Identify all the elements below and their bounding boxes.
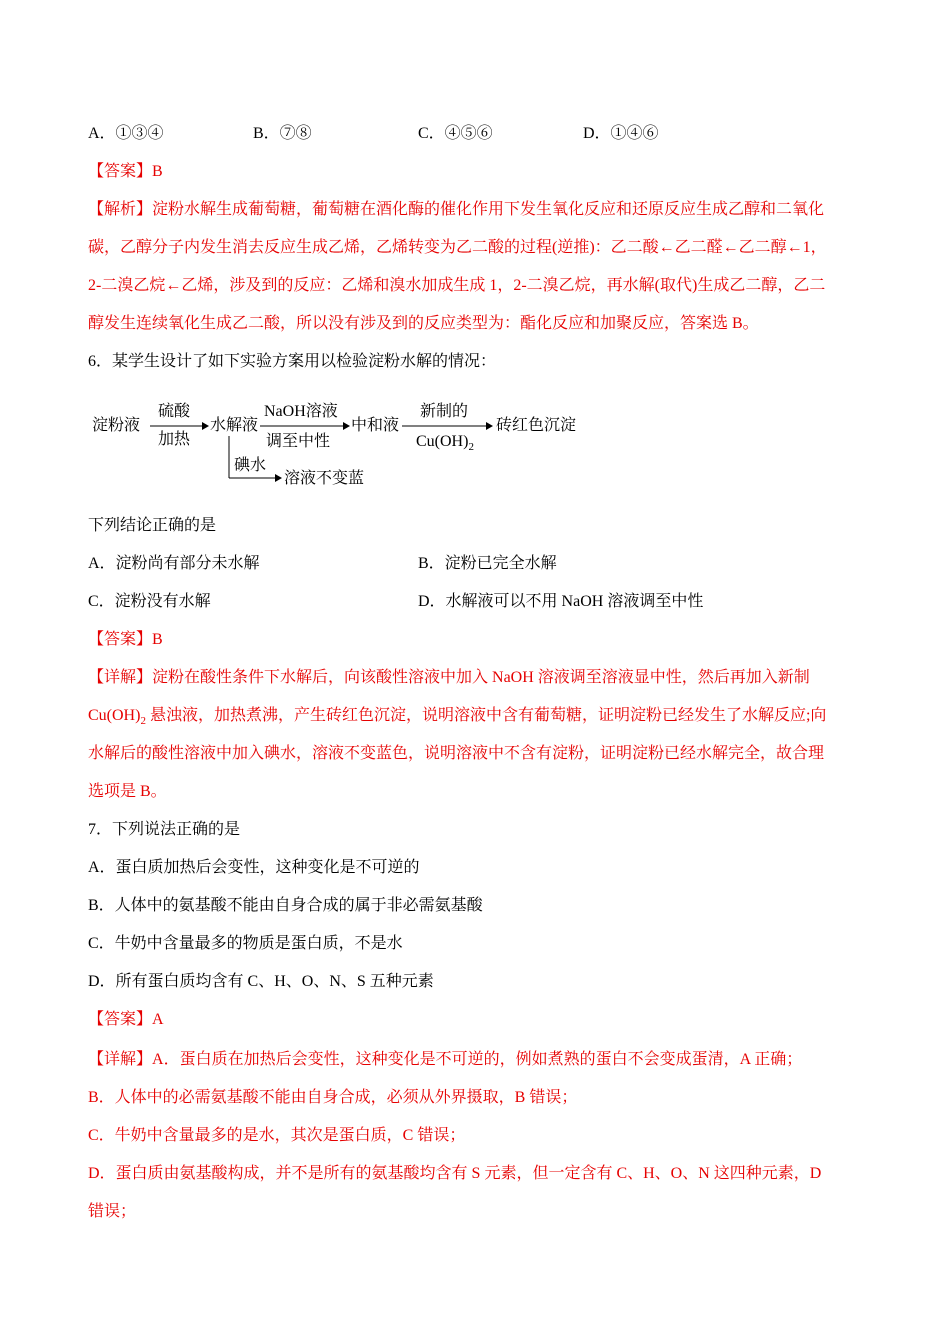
detail-formula: Cu(OH) [88, 707, 141, 724]
arrow-3-bottom-label [416, 433, 474, 453]
q6-stem: 6．某学生设计了如下实验方案用以检验淀粉水解的情况： [88, 353, 497, 370]
branch-arrow-head [275, 474, 282, 482]
arrow-3-head [486, 422, 493, 430]
q6-detail-line-1 [88, 668, 810, 688]
q7-option-c: C．牛奶中含量最多的物质是蛋白质，不是水 [88, 935, 403, 952]
q6-detail-line-4: 选项是 B。 [88, 783, 167, 800]
q5-analysis-line-3: 2-二溴乙烷←乙烯，涉及到的反应：乙烯和溴水加成生成 1，2-二溴乙烷，再水解(取代)生成乙二醇，乙二 [88, 277, 826, 294]
q6-option-d: D．水解液可以不用 NaOH 溶液调至中性 [418, 593, 704, 610]
q5-analysis-line-1 [88, 200, 824, 220]
q6-answer [88, 630, 163, 650]
q5-option-c: C．④⑤⑥ [418, 125, 493, 142]
detail-text: 淀粉在酸性条件下水解后，向该酸性溶液中加入 NaOH 溶液调至溶液显中性，然后再加入新制 [152, 669, 810, 686]
answer-tag: 【答案】 [88, 163, 153, 180]
answer-tag: 【答案】 [88, 631, 153, 648]
branch-label: 碘水 [234, 457, 267, 474]
q5-analysis-line-4: 醇发生连续氧化生成乙二酸，所以没有涉及到的反应类型为：酯化反应和加聚反应，答案选 B。 [88, 315, 759, 332]
q6-option-c: C．淀粉没有水解 [88, 593, 211, 610]
detail-text: 悬浊液，加热煮沸，产生砖红色沉淀，说明溶液中含有葡萄糖，证明淀粉已经发生了水解反应;向 [145, 707, 827, 724]
diagram-mid-1: 水解液 [210, 417, 259, 434]
q7-option-d: D．所有蛋白质均含有 C、H、O、N、S 五种元素 [88, 973, 434, 990]
detail-formula-sub: 2 [140, 715, 146, 728]
arrow-1-top-label: 硫酸 [158, 403, 191, 420]
q5-analysis-line-2: 碳，乙醇分子内发生消去反应生成乙烯，乙烯转变为乙二酸的过程(逆推)：乙二酸←乙二醛←乙二醇←1， [88, 239, 827, 256]
q6-detail-line-3: 水解后的酸性溶液中加入碘水，溶液不变蓝色，说明溶液中不含有淀粉，证明淀粉已经水解完全，故合理 [88, 745, 825, 762]
q7-detail-line-5: 错误； [88, 1203, 137, 1220]
detail-tag: 【详解】 [88, 1051, 153, 1068]
arrow-3-bottom-main: Cu(OH) [416, 433, 469, 450]
analysis-text: 淀粉水解生成葡萄糖，葡萄糖在酒化酶的催化作用下发生氧化反应和还原反应生成乙醇和二氧化 [152, 201, 825, 218]
arrow-1-bottom-label: 加热 [158, 431, 191, 448]
arrow-2-bottom-label: 调至中性 [266, 433, 331, 450]
q5-option-d: D．①④⑥ [583, 125, 659, 142]
diagram-end: 砖红色沉淀 [496, 417, 577, 434]
arrow-1-head [202, 422, 209, 430]
q6-question: 下列结论正确的是 [88, 517, 217, 534]
q7-option-a: A．蛋白质加热后会变性，这种变化是不可逆的 [88, 859, 420, 876]
q5-answer [88, 162, 163, 182]
q6-option-b: B．淀粉已完全水解 [418, 555, 557, 572]
q7-detail-line-2: B．人体中的必需氨基酸不能由自身合成，必须从外界摄取，B 错误； [88, 1089, 578, 1106]
q6-option-a: A．淀粉尚有部分未水解 [88, 555, 260, 572]
answer-tag: 【答案】 [88, 1011, 153, 1028]
branch-end: 溶液不变蓝 [284, 470, 365, 487]
detail-text: A．蛋白质在加热后会变性，这种变化是不可逆的，例如煮熟的蛋白不会变成蛋清，A 正确； [152, 1051, 803, 1068]
q7-detail-line-3: C．牛奶中含量最多的是水，其次是蛋白质，C 错误； [88, 1127, 466, 1144]
q7-stem: 7．下列说法正确的是 [88, 821, 241, 838]
q7-option-b: B．人体中的氨基酸不能由自身合成的属于非必需氨基酸 [88, 897, 483, 914]
arrow-3-top-label: 新制的 [420, 403, 469, 420]
analysis-tag: 【解析】 [88, 201, 153, 218]
detail-tag: 【详解】 [88, 669, 153, 686]
answer-value: A [152, 1011, 164, 1028]
q7-detail-line-4: D．蛋白质由氨基酸构成，并不是所有的氨基酸均含有 S 元素，但一定含有 C、H、O、N 这四种元素，D [88, 1165, 822, 1182]
q7-answer [88, 1010, 164, 1030]
arrow-3-bottom-sub: 2 [468, 441, 474, 453]
q6-flow-diagram [88, 398, 608, 498]
diagram-start: 淀粉液 [92, 417, 141, 434]
q5-option-a: A．①③④ [88, 125, 164, 142]
diagram-mid-2: 中和液 [351, 417, 400, 434]
answer-value: B [152, 631, 163, 648]
q5-option-b: B．⑦⑧ [253, 125, 312, 142]
answer-value: B [152, 163, 163, 180]
q7-detail-line-1 [88, 1050, 802, 1070]
arrow-2-top-label: NaOH溶液 [264, 403, 338, 420]
arrow-2-head [343, 422, 350, 430]
q6-detail-line-2 [88, 706, 826, 731]
